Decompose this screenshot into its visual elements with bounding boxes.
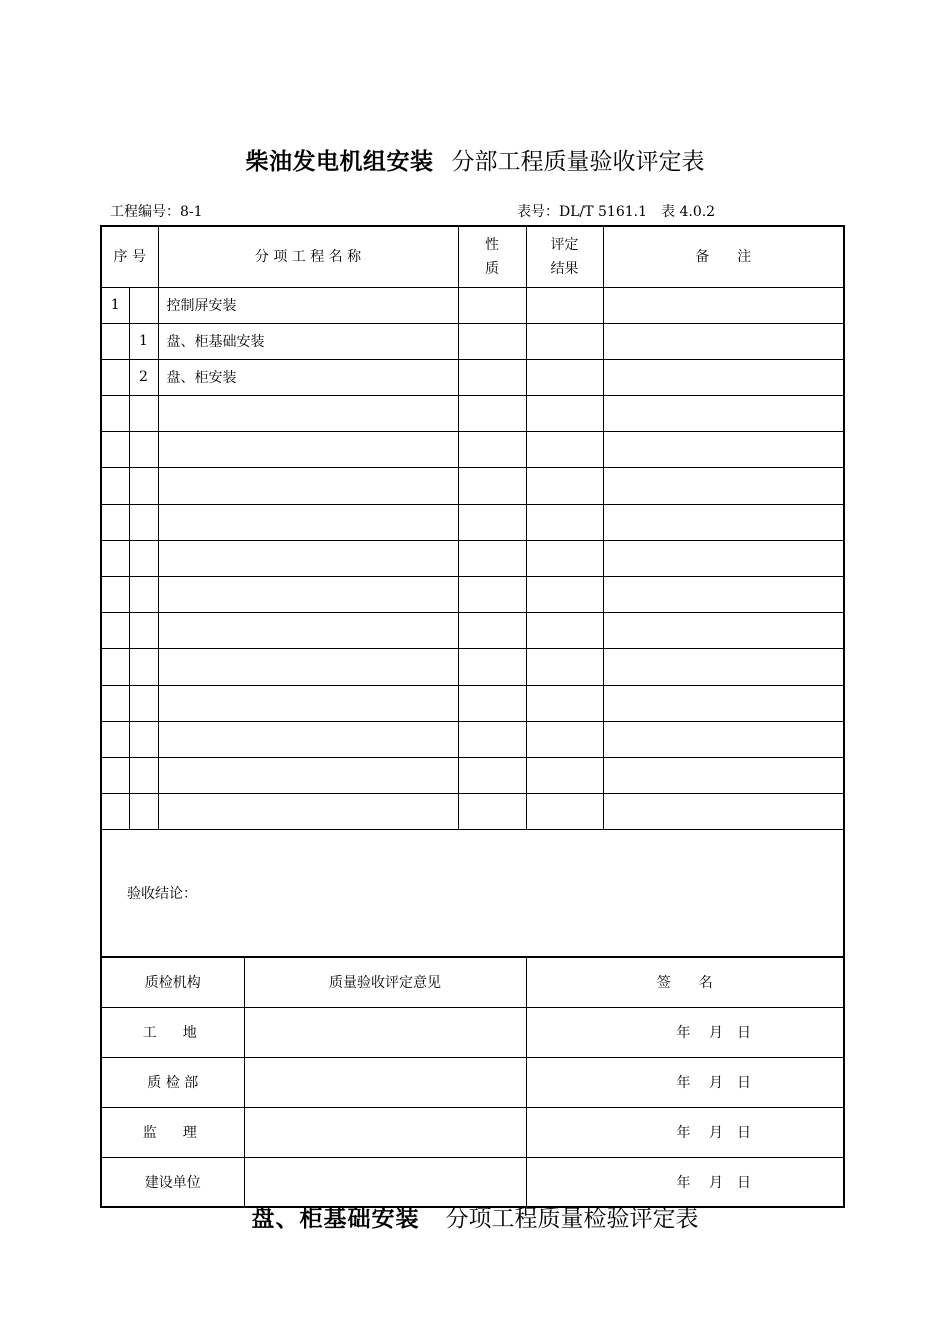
row-nature-cell[interactable] [458,757,526,793]
row-item-name[interactable]: 盘、柜基础安装 [158,323,458,359]
row-nature-cell[interactable] [458,721,526,757]
row-nature-cell[interactable] [458,287,526,323]
table-row [101,287,844,323]
header-result-line1: 评定 [550,236,579,253]
row-result-cell[interactable] [526,396,603,432]
table-row [101,504,844,540]
header-result [526,226,603,287]
row-item-name[interactable] [158,721,458,757]
row-result-cell[interactable] [526,468,603,504]
row-remark-cell[interactable] [603,685,844,721]
row-nature-cell[interactable] [458,540,526,576]
row-remark-cell[interactable] [603,613,844,649]
page-title [0,146,950,178]
qc-sign-date[interactable]: 年 月 日 [526,1007,844,1057]
conclusion-label[interactable]: 验收结论： [101,830,844,957]
table-row [101,757,844,793]
row-result-cell[interactable] [526,685,603,721]
row-seq-major [101,323,129,359]
row-remark-cell[interactable] [603,287,844,323]
row-item-name[interactable] [158,468,458,504]
qc-org: 建设单位 [101,1157,244,1207]
row-seq-minor [129,432,158,468]
header-nature [458,226,526,287]
row-remark-cell[interactable] [603,323,844,359]
row-seq-major [101,794,129,830]
row-seq-minor: 2 [129,359,158,395]
row-item-name[interactable]: 盘、柜安装 [158,359,458,395]
row-result-cell[interactable] [526,649,603,685]
row-seq-major [101,649,129,685]
row-result-cell[interactable] [526,577,603,613]
row-result-cell[interactable] [526,359,603,395]
row-seq-minor [129,649,158,685]
row-result-cell[interactable] [526,613,603,649]
sub-item-table [100,225,845,957]
title-bold-part: 柴油发电机组安装 [245,148,434,175]
qc-row [101,1157,844,1207]
row-remark-cell[interactable] [603,540,844,576]
qc-sign-date[interactable]: 年 月 日 [526,1157,844,1207]
row-seq-minor [129,757,158,793]
row-seq-major [101,359,129,395]
row-remark-cell[interactable] [603,359,844,395]
qc-sign-date[interactable]: 年 月 日 [526,1107,844,1157]
table-row [101,359,844,395]
row-result-cell[interactable] [526,794,603,830]
row-seq-minor [129,287,158,323]
row-nature-cell[interactable] [458,359,526,395]
qc-opinion-cell[interactable] [244,1157,526,1207]
qc-org: 质 检 部 [101,1057,244,1107]
row-seq-major [101,721,129,757]
row-item-name[interactable] [158,794,458,830]
row-remark-cell[interactable] [603,504,844,540]
table-row [101,577,844,613]
row-item-name[interactable] [158,613,458,649]
row-nature-cell[interactable] [458,794,526,830]
qc-row [101,1007,844,1057]
qc-row [101,1057,844,1107]
conclusion-row [101,830,844,957]
table-header-row [101,226,844,287]
row-seq-minor [129,396,158,432]
row-result-cell[interactable] [526,432,603,468]
qc-header-sign: 签 名 [526,957,844,1007]
row-seq-major [101,504,129,540]
row-remark-cell[interactable] [603,721,844,757]
row-item-name[interactable] [158,757,458,793]
quality-check-table [100,956,845,1208]
row-item-name[interactable] [158,577,458,613]
row-seq-minor [129,613,158,649]
qc-opinion-cell[interactable] [244,1007,526,1057]
row-item-name[interactable] [158,649,458,685]
table-row [101,794,844,830]
row-remark-cell[interactable] [603,432,844,468]
row-result-cell[interactable] [526,287,603,323]
table-row [101,685,844,721]
row-seq-minor [129,685,158,721]
qc-header-opinion: 质量验收评定意见 [244,957,526,1007]
table-row [101,432,844,468]
row-seq-major [101,757,129,793]
qc-row [101,1107,844,1157]
next-title-bold-part: 盘、柜基础安装 [251,1205,420,1232]
row-seq-minor [129,577,158,613]
row-nature-cell[interactable] [458,649,526,685]
title-normal-part: 分部工程质量验收评定表 [451,149,705,175]
row-seq-major [101,396,129,432]
row-nature-cell[interactable] [458,468,526,504]
qc-opinion-cell[interactable] [244,1057,526,1107]
table-row [101,396,844,432]
header-nature-line1: 性 [485,236,500,253]
table-row [101,468,844,504]
next-title-normal-part: 分项工程质量检验评定表 [445,1206,699,1232]
row-result-cell[interactable] [526,504,603,540]
header-nature-line2: 质 [485,260,500,277]
table-row [101,540,844,576]
next-form-title [0,1203,950,1235]
row-nature-cell[interactable] [458,323,526,359]
row-item-name[interactable] [158,685,458,721]
qc-header-row [101,957,844,1007]
row-seq-minor: 1 [129,323,158,359]
row-seq-major [101,468,129,504]
row-remark-cell[interactable] [603,757,844,793]
project-number: 工程编号：8-1 [110,204,203,220]
row-nature-cell[interactable] [458,396,526,432]
row-item-name[interactable] [158,396,458,432]
header-seq: 序 号 [101,226,158,287]
table-row [101,649,844,685]
row-seq-major [101,613,129,649]
row-seq-minor [129,794,158,830]
qc-header-org: 质检机构 [101,957,244,1007]
row-seq-major [101,540,129,576]
row-result-cell[interactable] [526,323,603,359]
table-row [101,721,844,757]
form-number: 表号：DL/T 5161.1 表 4.0.2 [517,204,716,220]
row-nature-cell[interactable] [458,432,526,468]
row-remark-cell[interactable] [603,649,844,685]
row-result-cell[interactable] [526,757,603,793]
row-seq-major: 1 [101,287,129,323]
row-seq-minor [129,540,158,576]
header-remark: 备 注 [603,226,844,287]
row-nature-cell[interactable] [458,685,526,721]
row-seq-minor [129,504,158,540]
row-remark-cell[interactable] [603,577,844,613]
table-row [101,323,844,359]
row-seq-minor [129,721,158,757]
qc-sign-date[interactable]: 年 月 日 [526,1057,844,1107]
header-name: 分 项 工 程 名 称 [158,226,458,287]
row-item-name[interactable] [158,540,458,576]
row-seq-major [101,577,129,613]
row-item-name[interactable] [158,432,458,468]
row-result-cell[interactable] [526,540,603,576]
row-remark-cell[interactable] [603,468,844,504]
row-item-name[interactable]: 控制屏安装 [158,287,458,323]
row-nature-cell[interactable] [458,504,526,540]
row-remark-cell[interactable] [603,794,844,830]
qc-opinion-cell[interactable] [244,1107,526,1157]
row-seq-major [101,685,129,721]
row-item-name[interactable] [158,504,458,540]
qc-org: 工 地 [101,1007,244,1057]
row-nature-cell[interactable] [458,577,526,613]
qc-org: 监 理 [101,1107,244,1157]
row-seq-major [101,432,129,468]
row-result-cell[interactable] [526,721,603,757]
header-result-line2: 结果 [550,260,579,277]
row-remark-cell[interactable] [603,396,844,432]
row-seq-minor [129,468,158,504]
table-row [101,613,844,649]
row-nature-cell[interactable] [458,613,526,649]
